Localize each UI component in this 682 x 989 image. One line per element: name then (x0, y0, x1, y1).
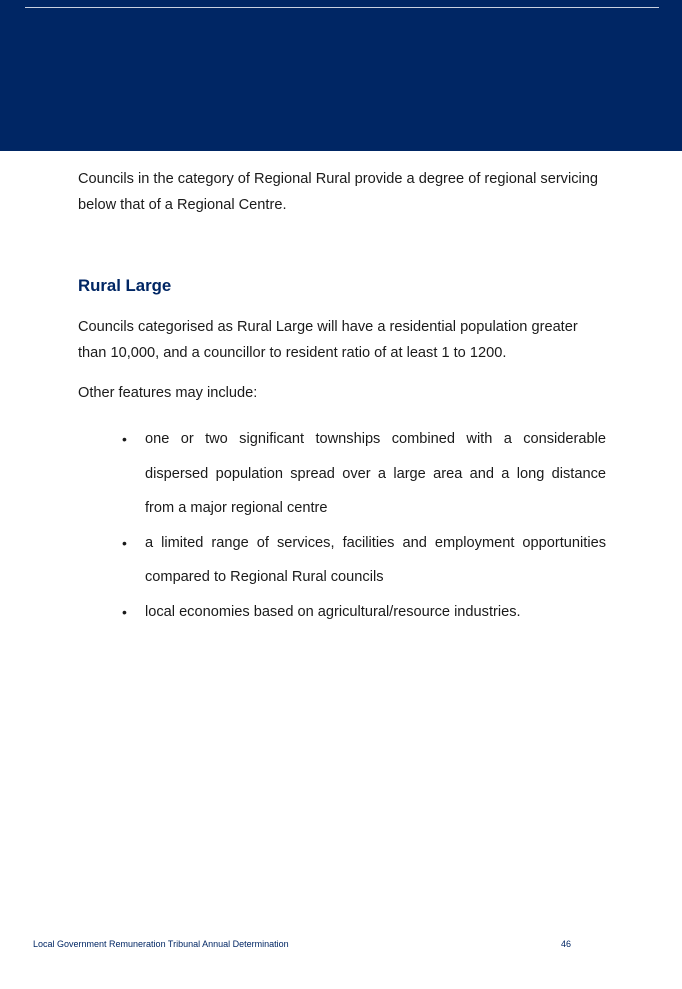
feature-list (78, 422, 606, 629)
bullet-icon: • (122, 603, 127, 620)
page-number: 46 (561, 939, 572, 949)
section-heading: Rural Large (78, 276, 172, 295)
list-item-text: a limited range of services, facilities and employment opportunities compared to Regional Rural councils (145, 534, 606, 585)
bullet-icon: • (122, 534, 127, 551)
list-item (122, 526, 606, 595)
list-item (122, 422, 606, 526)
intro-paragraph: Councils in the category of Regional Rural provide a degree of regional servicing below that of a Regional Centre. (78, 171, 598, 213)
page-footer (33, 939, 573, 953)
list-item-text: one or two significant townships combined with a considerable dispersed population spread over a large area and a long distance from a major regional centre (145, 431, 606, 516)
header-rule (25, 7, 659, 8)
other-features-label: Other features may include: (78, 385, 258, 401)
section-description: Councils categorised as Rural Large will have a residential population greater than 10,000, and a councillor to resident ratio of at least 1 to 1200. (78, 319, 578, 361)
list-item-text: local economies based on agricultural/resource industries. (145, 603, 521, 620)
header-band (0, 0, 682, 151)
footer-title: Local Government Remuneration Tribunal Annual Determination (33, 939, 289, 949)
page-content (78, 166, 608, 629)
bullet-icon: • (122, 431, 127, 447)
list-item (122, 595, 606, 630)
